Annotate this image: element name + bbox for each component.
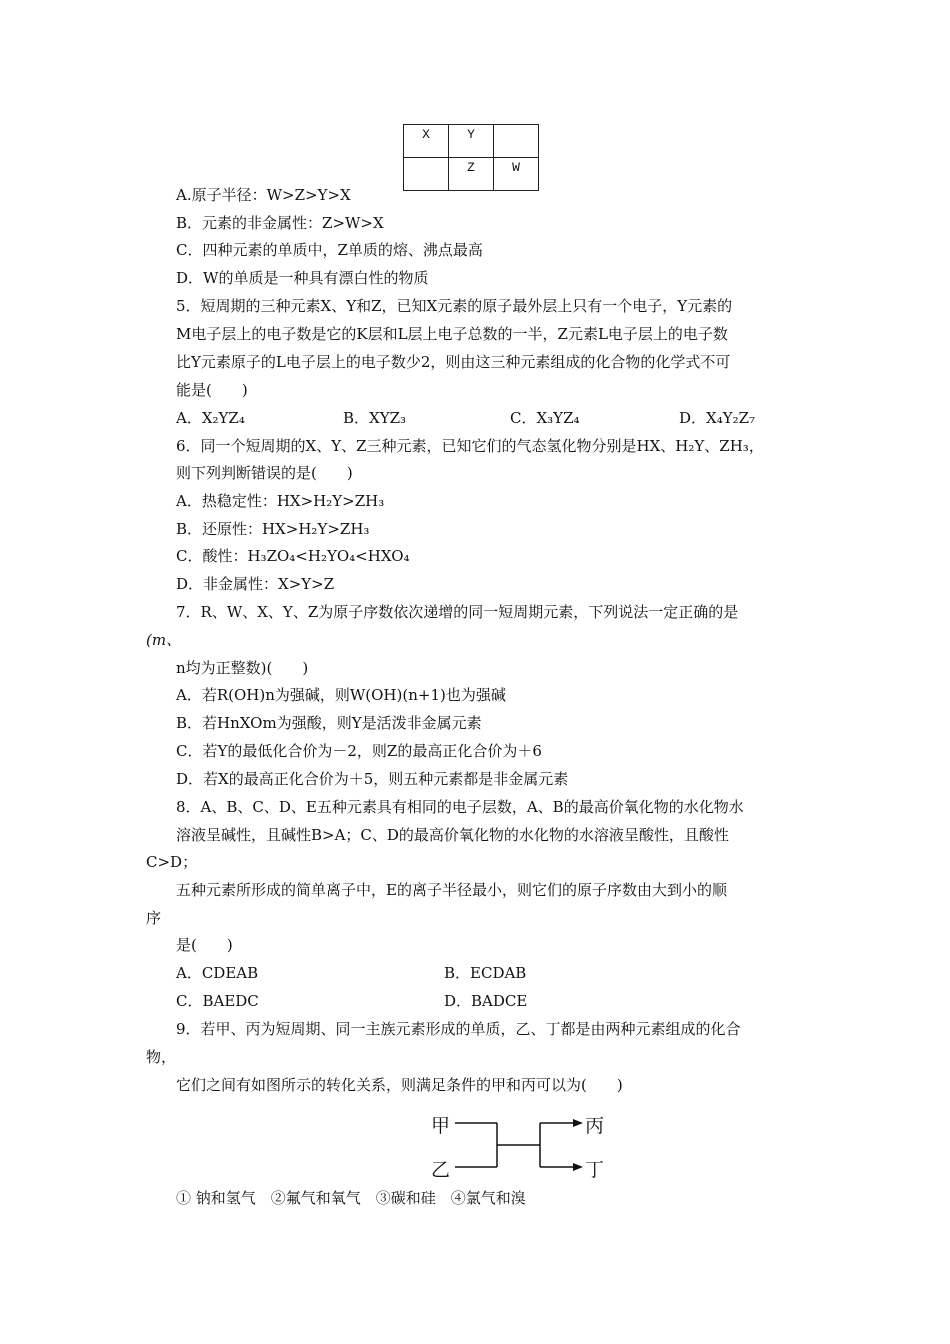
q5-stem-line: 5．短周期的三种元素X、Y和Z，已知X元素的原子最外层上只有一个电子，Y元素的 xyxy=(176,297,733,315)
q7-option-c: C．若Y的最低化合价为－2，则Z的最高正化合价为＋6 xyxy=(176,742,542,760)
q6-stem-line: 则下列判断错误的是( ) xyxy=(176,464,353,482)
q8-stem-line: 溶液呈碱性，且碱性B>A；C、D的最高价氧化物的水化物的水溶液呈酸性，且酸性 xyxy=(176,826,729,844)
q6-option-c: C．酸性：H₃ZO₄<H₂YO₄<HXO₄ xyxy=(176,547,410,565)
q6-option-b: B．还原性：HX>H₂Y>ZH₃ xyxy=(176,520,370,538)
table-cell: W xyxy=(494,158,539,191)
q6-option-a: A．热稳定性：HX>H₂Y>ZH₃ xyxy=(176,492,385,510)
product-bing: 丙 xyxy=(585,1115,605,1137)
q7-option-b: B．若HnXOm为强酸，则Y是活泼非金属元素 xyxy=(176,714,482,732)
q7-stem-line: (m、 xyxy=(146,631,182,649)
q9-choices: ① 钠和氢气 ②氟气和氧气 ③碳和硅 ④氯气和溴 xyxy=(176,1189,526,1207)
q4-option-a: A.原子半径：W>Z>Y>X xyxy=(176,186,351,204)
q5-stem-line: 比Y元素原子的L电子层上的电子数少2，则由这三种元素组成的化合物的化学式不可 xyxy=(176,353,731,371)
reactant-jia: 甲 xyxy=(431,1115,451,1137)
q8-stem-line: 8．A、B、C、D、E五种元素具有相同的电子层数，A、B的最高价氧化物的水化物水 xyxy=(176,798,744,816)
reactant-yi: 乙 xyxy=(431,1159,451,1181)
q5-option-b: B．XYZ₃ xyxy=(343,409,407,427)
q4-option-c: C．四种元素的单质中，Z单质的熔、沸点最高 xyxy=(176,241,483,259)
q5-stem-line: 能是( ) xyxy=(176,381,248,399)
product-ding: 丁 xyxy=(585,1159,605,1181)
q8-option-c: C．BAEDC xyxy=(176,992,259,1010)
q8-stem-line: 序 xyxy=(146,909,162,927)
q7-option-a: A．若R(OH)n为强碱，则W(OH)(n+1)也为强碱 xyxy=(176,686,506,704)
table-cell: Z xyxy=(449,158,494,191)
q9-stem-line: 它们之间有如图所示的转化关系，则满足条件的甲和丙可以为( ) xyxy=(176,1076,623,1094)
reaction-diagram xyxy=(425,1105,625,1185)
q4-option-d: D．W的单质是一种具有漂白性的物质 xyxy=(176,269,429,287)
q6-option-d: D．非金属性：X>Y>Z xyxy=(176,575,335,593)
q6-stem-line: 6．同一个短周期的X、Y、Z三种元素，已知它们的气态氢化物分别是HX、H₂Y、ZH₃， xyxy=(176,437,764,455)
q8-stem-line: C>D； xyxy=(146,853,198,871)
q4-option-b: B．元素的非金属性：Z>W>X xyxy=(176,214,384,232)
q8-stem-line: 是( ) xyxy=(176,936,233,954)
q7-option-d: D．若X的最高正化合价为＋5，则五种元素都是非金属元素 xyxy=(176,770,569,788)
q5-option-d: D．X₄Y₂Z₇ xyxy=(679,409,756,427)
q5-option-c: C．X₃YZ₄ xyxy=(510,409,580,427)
element-position-table xyxy=(403,124,539,191)
q5-option-a: A．X₂YZ₄ xyxy=(176,409,245,427)
table-cell: X xyxy=(404,125,449,158)
q9-stem-line: 9．若甲、丙为短周期、同一主族元素形成的单质，乙、丁都是由两种元素组成的化合 xyxy=(176,1020,741,1038)
q8-option-d: D．BADCE xyxy=(444,992,528,1010)
q8-option-b: B．ECDAB xyxy=(444,964,527,982)
table-cell: Y xyxy=(449,125,494,158)
table-cell xyxy=(494,125,539,158)
q8-stem-line: 五种元素所形成的简单离子中，E的离子半径最小，则它们的原子序数由大到小的顺 xyxy=(176,881,727,899)
q9-stem-line: 物， xyxy=(146,1048,177,1066)
q5-stem-line: M电子层上的电子数是它的K层和L层上电子总数的一半，Z元素L电子层上的电子数 xyxy=(176,325,728,343)
q7-stem-line: 7．R、W、X、Y、Z为原子序数依次递增的同一短周期元素，下列说法一定正确的是 xyxy=(176,603,739,621)
q7-stem-line: n均为正整数)( ) xyxy=(176,659,309,677)
table-cell xyxy=(404,158,449,191)
q8-option-a: A．CDEAB xyxy=(176,964,259,982)
